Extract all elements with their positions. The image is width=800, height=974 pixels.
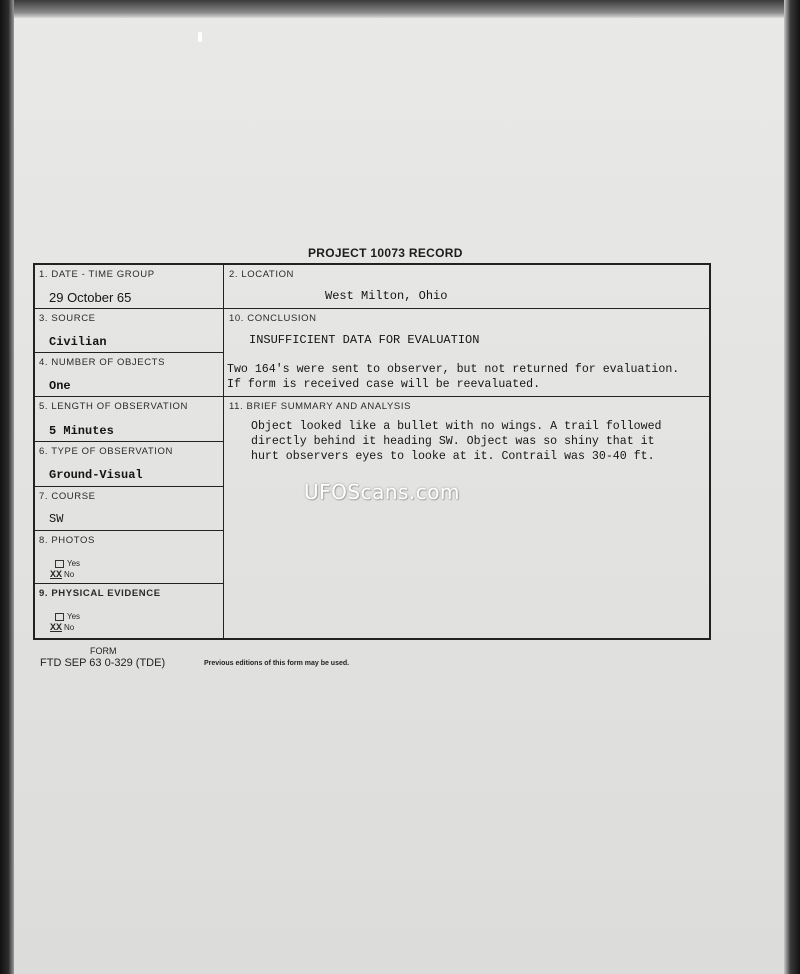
row-divider <box>35 441 223 442</box>
conclusion-label: 10. CONCLUSION <box>229 313 317 324</box>
checked-mark-icon: XX <box>50 623 63 634</box>
photos-no-option <box>50 570 74 581</box>
footer-form-word: FORM <box>90 646 117 656</box>
row-divider <box>35 352 223 353</box>
num-objects-value: One <box>49 379 71 393</box>
conclusion-note-line: If form is received case will be reevaluated. <box>227 378 541 391</box>
summary-line: directly behind it heading SW. Object was so shiny that it <box>251 435 655 448</box>
source-value: Civilian <box>49 335 107 349</box>
scan-speck <box>198 32 202 42</box>
conclusion-note-line: Two 164's were sent to observer, but not returned for evaluation. <box>227 363 680 376</box>
photos-yes-text: Yes <box>67 559 81 568</box>
scan-top-edge <box>0 0 800 18</box>
physical-no-text: No <box>64 623 75 632</box>
summary-line: Object looked like a bullet with no wings. A trail followed <box>251 420 662 433</box>
row-divider <box>223 396 709 397</box>
checked-mark-icon: XX <box>50 570 63 581</box>
photos-label: 8. PHOTOS <box>39 535 95 546</box>
record-form <box>33 263 711 640</box>
source-label: 3. SOURCE <box>39 313 96 324</box>
summary-line: hurt observers eyes to looke at it. Contrail was 30-40 ft. <box>251 450 655 463</box>
footer-notice: Previous editions of this form may be used. <box>204 660 350 667</box>
physical-yes-text: Yes <box>67 612 81 621</box>
row-divider <box>35 583 223 584</box>
length-obs-label: 5. LENGTH OF OBSERVATION <box>39 401 189 412</box>
checkbox-icon <box>55 560 64 568</box>
scan-left-edge <box>0 0 14 974</box>
date-time-label: 1. DATE - TIME GROUP <box>39 269 155 280</box>
footer-form-id: FTD SEP 63 0-329 (TDE) <box>40 657 166 669</box>
column-divider <box>223 265 224 638</box>
type-obs-label: 6. TYPE OF OBSERVATION <box>39 446 173 457</box>
date-time-value: 29 October 65 <box>49 290 132 305</box>
physical-yes-option <box>55 612 80 621</box>
location-value: West Milton, Ohio <box>325 289 448 303</box>
scan-right-edge <box>784 0 800 974</box>
photos-no-text: No <box>64 570 75 579</box>
row-divider <box>35 530 223 531</box>
physical-evidence-label: 9. PHYSICAL EVIDENCE <box>39 588 161 599</box>
num-objects-label: 4. NUMBER OF OBJECTS <box>39 357 166 368</box>
row-divider <box>35 396 223 397</box>
location-label: 2. LOCATION <box>229 269 295 280</box>
row-divider <box>223 308 709 309</box>
row-divider <box>35 486 223 487</box>
course-label: 7. COURSE <box>39 491 96 502</box>
row-divider <box>35 308 223 309</box>
watermark: UFOScans.com <box>304 480 460 504</box>
type-obs-value: Ground-Visual <box>49 468 143 482</box>
photos-yes-option <box>55 559 80 568</box>
conclusion-value: INSUFFICIENT DATA FOR EVALUATION <box>249 333 480 347</box>
course-value: SW <box>49 512 64 526</box>
form-title: PROJECT 10073 RECORD <box>308 246 463 260</box>
checkbox-icon <box>55 613 64 621</box>
summary-label: 11. BRIEF SUMMARY AND ANALYSIS <box>229 401 412 412</box>
length-obs-value: 5 Minutes <box>49 424 114 438</box>
physical-no-option <box>50 623 74 634</box>
